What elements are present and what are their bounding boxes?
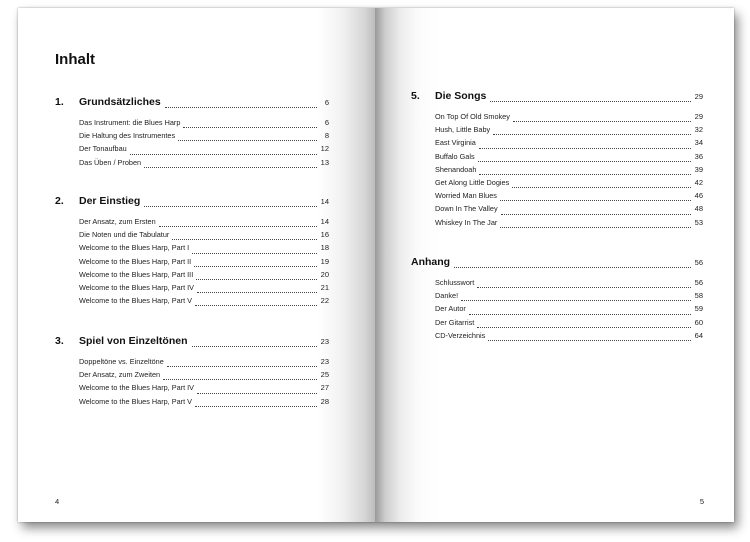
entry-title: Der Ansatz, zum Ersten [79, 217, 156, 226]
entry-page: 13 [320, 157, 329, 167]
entry-page: 42 [694, 177, 703, 187]
dot-leader [197, 291, 317, 293]
entry-title: Doppeltöne vs. Einzeltöne [79, 357, 164, 366]
entry-page: 21 [320, 282, 329, 292]
toc-entry [435, 165, 703, 178]
entry-title: Der Autor [435, 304, 466, 314]
entry-page: 6 [324, 118, 329, 127]
section-page: 23 [320, 337, 329, 346]
entry-title: Welcome to the Blues Harp, Part III [79, 269, 194, 279]
section-row [55, 335, 329, 351]
toc-entry [79, 144, 329, 157]
dot-leader [172, 238, 316, 240]
section-items [55, 357, 329, 410]
section-row [411, 256, 703, 272]
entry-title: Down In The Valley [435, 204, 498, 214]
dot-leader [197, 392, 317, 394]
toc-section-grundsaetzliches [55, 96, 329, 171]
entry-page: 22 [320, 296, 329, 306]
section-number: 2. [55, 195, 64, 207]
entry-page: 32 [694, 125, 703, 135]
dot-leader [513, 120, 691, 122]
dot-leader [512, 186, 690, 188]
dot-leader [130, 153, 317, 155]
entry-page: 16 [320, 230, 329, 240]
entry-page: 56 [694, 278, 703, 287]
entry-title: Whiskey In The Jar [435, 217, 498, 227]
section-items [411, 112, 703, 231]
toc-entry [435, 304, 703, 317]
section-title: Spiel von Einzeltönen [79, 335, 188, 347]
entry-page: 58 [694, 291, 703, 301]
dot-leader [477, 326, 690, 328]
entry-title: Welcome to the Blues Harp, Part IV [79, 383, 195, 393]
left-page [18, 8, 375, 522]
entry-page: 14 [320, 217, 329, 226]
entry-title: Der Ansatz, zum Zweiten [79, 370, 161, 380]
section-title: Grundsätzliches [79, 96, 161, 108]
dot-leader [144, 166, 317, 168]
dot-leader [479, 173, 690, 175]
toc-entry [435, 191, 703, 204]
toc-entry [79, 270, 329, 283]
entry-page: 36 [694, 151, 703, 161]
dot-leader [490, 100, 690, 102]
entry-title: Der Gitarrist [435, 317, 475, 327]
page-number-right: 5 [699, 497, 704, 506]
entry-page: 19 [320, 256, 329, 266]
dot-leader [196, 278, 316, 280]
toc-entry [79, 243, 329, 256]
toc-section-der-einstieg [55, 195, 329, 309]
dot-leader [144, 205, 316, 207]
dot-leader [478, 160, 691, 162]
entry-title: Der Tonaufbau [79, 144, 127, 154]
dot-leader [500, 226, 690, 228]
toc-entry [435, 178, 703, 191]
entry-page: 48 [694, 204, 703, 214]
toc-entry [79, 296, 329, 309]
entry-title: Das Üben / Proben [79, 157, 142, 167]
entry-title: Hush, Little Baby [435, 125, 491, 135]
entry-page: 34 [694, 138, 703, 148]
entry-title: Schlusswort [435, 278, 475, 287]
toc-entry [79, 370, 329, 383]
open-book [18, 8, 734, 522]
toc-entry [435, 218, 703, 231]
entry-page: 27 [320, 383, 329, 393]
dot-leader [479, 147, 691, 149]
dot-leader [165, 106, 317, 108]
section-page: 14 [320, 197, 329, 206]
section-number: 1. [55, 96, 64, 108]
dot-leader [461, 299, 691, 301]
entry-title: Welcome to the Blues Harp, Part V [79, 296, 193, 306]
section-page: 6 [324, 98, 329, 107]
dot-leader [183, 126, 317, 128]
entry-page: 12 [320, 144, 329, 154]
toc-entry [435, 278, 703, 291]
dot-leader [192, 345, 317, 347]
dot-leader [194, 265, 316, 267]
toc-heading: Inhalt [55, 51, 95, 68]
toc-section-spiel-von-einzeltoenen [55, 335, 329, 410]
toc-entry [435, 318, 703, 331]
page-number-left: 4 [55, 497, 60, 506]
toc-entry [79, 158, 329, 171]
entry-page: 23 [320, 357, 329, 366]
dot-leader [195, 405, 317, 407]
entry-title: Die Noten und die Tabulatur [79, 230, 170, 240]
toc-entry [79, 118, 329, 131]
entry-title: Buffalo Gals [435, 151, 475, 161]
entry-title: Shenandoah [435, 164, 477, 174]
dot-leader [163, 378, 317, 380]
entry-page: 28 [320, 396, 329, 406]
dot-leader [167, 365, 317, 367]
right-page [375, 8, 734, 522]
toc-entry [79, 131, 329, 144]
toc-entry [79, 217, 329, 230]
dot-leader [477, 286, 690, 288]
entry-title: East Virginia [435, 138, 476, 148]
toc-entry [435, 204, 703, 217]
entry-page: 64 [694, 330, 703, 340]
section-number: 5. [411, 90, 420, 102]
entry-page: 59 [694, 304, 703, 314]
toc-entry [79, 283, 329, 296]
section-title: Die Songs [435, 90, 487, 102]
section-items [55, 118, 329, 171]
entry-title: Danke! [435, 291, 459, 301]
entry-title: Welcome to the Blues Harp, Part II [79, 256, 192, 266]
entry-page: 25 [320, 370, 329, 380]
section-title: Der Einstieg [79, 195, 141, 207]
section-page: 56 [694, 258, 703, 267]
toc-entry [79, 357, 329, 370]
entry-title: Die Haltung des Instrumentes [79, 131, 176, 141]
section-items [55, 217, 329, 309]
entry-page: 20 [320, 269, 329, 279]
toc-section-die-songs [411, 90, 703, 231]
toc-entry [435, 112, 703, 125]
dot-leader [493, 133, 690, 135]
entry-page: 18 [320, 243, 329, 253]
dot-leader [159, 225, 317, 227]
entry-title: On Top Of Old Smokey [435, 112, 510, 121]
entry-title: Das Instrument: die Blues Harp [79, 118, 181, 127]
section-row [411, 90, 703, 106]
toc-entry [435, 291, 703, 304]
section-page: 29 [694, 92, 703, 101]
entry-page: 29 [694, 112, 703, 121]
dot-leader [195, 304, 317, 306]
entry-page: 53 [694, 217, 703, 227]
dot-leader [501, 213, 691, 215]
dot-leader [192, 252, 316, 254]
entry-title: Worried Man Blues [435, 191, 497, 201]
section-title: Anhang [411, 256, 451, 268]
dot-leader [500, 199, 691, 201]
toc-entry [435, 331, 703, 344]
entry-title: Welcome to the Blues Harp, Part I [79, 243, 190, 253]
dot-leader [469, 313, 691, 315]
entry-title: CD-Verzeichnis [435, 330, 486, 340]
entry-title: Welcome to the Blues Harp, Part V [79, 396, 193, 406]
toc-entry [435, 152, 703, 165]
dot-leader [454, 266, 691, 268]
section-items [411, 278, 703, 344]
entry-page: 39 [694, 164, 703, 174]
dot-leader [178, 139, 317, 141]
toc-entry [79, 383, 329, 396]
toc-entry [79, 230, 329, 243]
toc-section-anhang [411, 256, 703, 344]
dot-leader [488, 339, 690, 341]
section-row [55, 195, 329, 211]
toc-entry [79, 257, 329, 270]
section-number: 3. [55, 335, 64, 347]
entry-title: Welcome to the Blues Harp, Part IV [79, 282, 195, 292]
entry-title: Get Along Little Dogies [435, 177, 510, 187]
toc-entry [79, 397, 329, 410]
toc-entry [435, 138, 703, 151]
toc-entry [435, 125, 703, 138]
entry-page: 46 [694, 191, 703, 201]
entry-page: 60 [694, 317, 703, 327]
entry-page: 8 [324, 131, 329, 141]
section-row [55, 96, 329, 112]
